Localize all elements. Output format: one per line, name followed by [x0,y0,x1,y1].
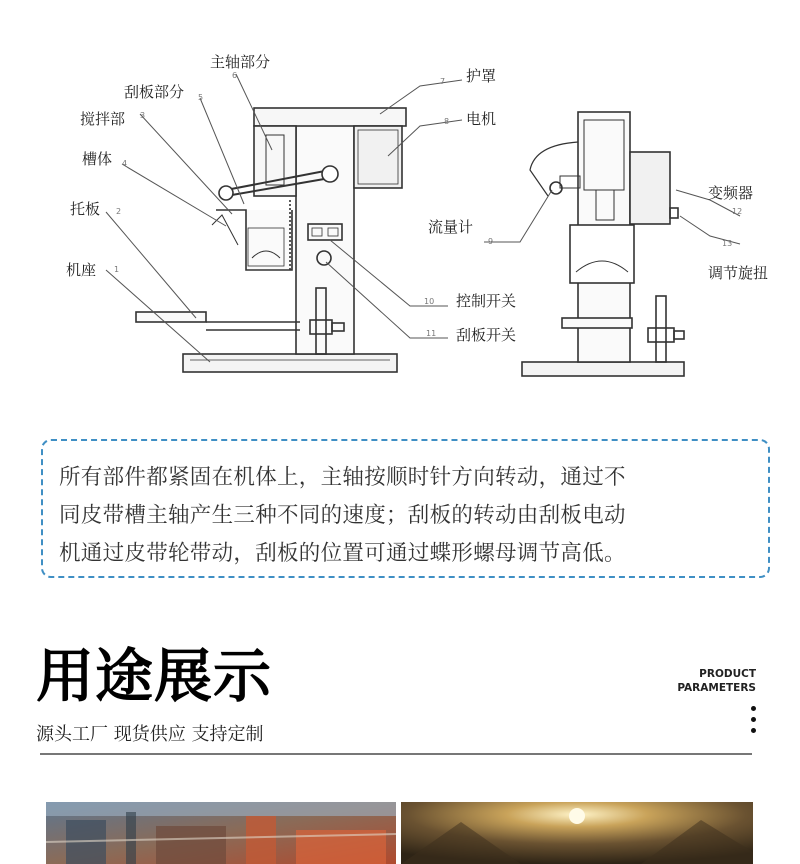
product-label-line-2: PARAMETERS [677,682,756,694]
num-5: 5 [198,93,204,102]
label-scraper-switch: 刮板开关 [456,326,517,344]
num-12: 12 [732,207,743,216]
section-subtitle: 源头工厂 现货供应 支持定制 [36,724,264,745]
num-8: 8 [444,117,450,126]
mine-tunnel-photo [401,802,753,864]
label-guard: 护罩 [466,67,497,85]
label-tank: 槽体 [82,150,113,168]
num-6: 6 [232,71,238,80]
vertical-dots-icon[interactable] [748,706,758,740]
num-10: 10 [424,297,435,306]
industrial-plant-photo [46,802,396,864]
product-label-line-1: PRODUCT [699,668,756,680]
label-base: 机座 [66,261,97,279]
num-7: 7 [440,77,446,86]
num-4: 4 [122,159,128,168]
label-tray: 托板 [70,200,101,218]
description-line-1: 所有部件都紧固在机体上，主轴按顺时针方向转动，通过不 [59,465,626,490]
description-line-2: 同皮带槽主轴产生三种不同的速度；刮板的转动由刮板电动 [59,503,626,528]
section-title: 用途展示 [36,642,273,710]
num-2: 2 [116,207,122,216]
flotation-machine-diagram [0,0,800,420]
num-9: 9 [488,237,494,246]
label-knob: 调节旋扭 [708,264,769,282]
description-line-3: 机通过皮带轮带动，刮板的位置可通过蝶形螺母调节高低。 [59,541,626,566]
label-motor: 电机 [466,110,497,128]
description-box [41,439,770,578]
label-scraper-part: 刮板部分 [124,83,185,101]
num-1: 1 [114,265,120,274]
num-13: 13 [722,239,733,248]
label-inverter: 变频器 [708,184,754,202]
side-view-drawing [522,112,684,376]
section-divider [40,753,752,755]
label-spindle: 主轴部分 [210,53,271,71]
num-3: 3 [140,111,146,120]
label-control-switch: 控制开关 [456,292,517,310]
label-stirring: 搅拌部 [80,110,126,128]
product-parameters-label [640,667,756,695]
label-flowmeter: 流量计 [428,218,474,236]
num-11: 11 [426,329,437,338]
